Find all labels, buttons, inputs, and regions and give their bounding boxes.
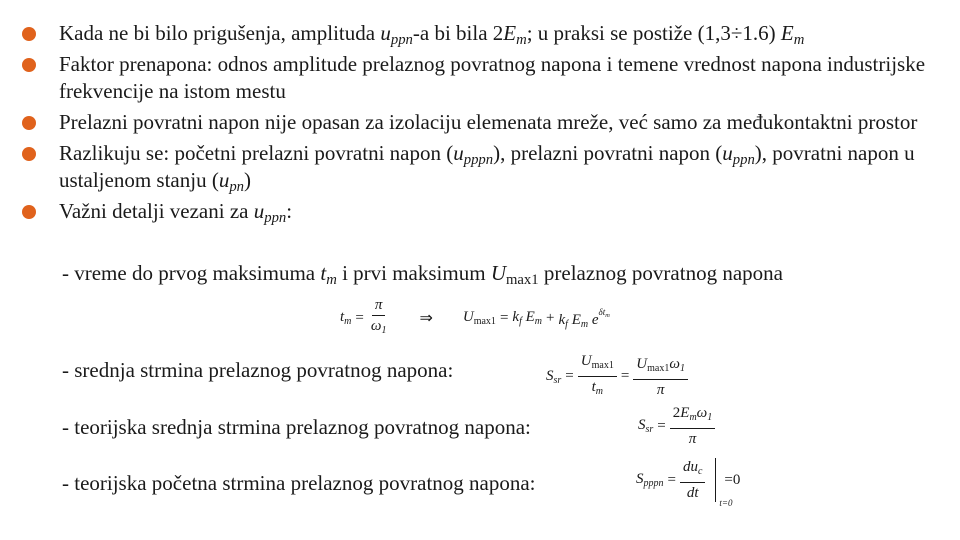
bullet-list [22, 20, 942, 225]
label-theoretical-mean-steepness: - teorijska srednja strmina prelaznog povratnog napona: [62, 415, 531, 439]
bullet-dot-icon [22, 147, 36, 161]
sub-item-first-maximum: - vreme do prvog maksimuma $t_m$ i prvi maksimum $U_{max1}$ prelaznog povratnog napona [62, 261, 783, 289]
bullet-overvoltage-factor: Faktor prenapona: odnos amplitude prelaznog povratnog napona i temene vrednost napona industrijske frekvencije na istom mestu [22, 51, 942, 105]
formula-mean-steepness: $S_{sr}$ = $\frac{U_{max1}}{t_m}$ = $\frac{U_{max1}\omega_1}{\pi}$ [546, 352, 688, 401]
bullet-amplitude: Kada ne bi bilo prigušenja, amplituda $u_{ppn}-a$ bi bila $2E_m$; u praksi se postiže (1,3÷1.6) $E_m$ [22, 20, 942, 47]
bullet-voltage-types: Razlikuju se: početni prelazni povratni napon $(u_{pppn})$, prelazni povratni napon $(u_{ppn})$, povratni napon u ustaljenom stanju $(u_{pn})$ [22, 140, 942, 194]
bullet-important-details: Važni detalji vezani za $u_{ppn}$: [22, 198, 942, 225]
bullet-dot-icon [22, 58, 36, 72]
bullet-insulation: Prelazni povratni napon nije opasan za izolaciju elemenata mreže, već samo za međukontaktni prostor [22, 109, 942, 136]
formula-theoretical-initial-steepness: $S_{pppn}$ = $\frac{du_c}{dt}$ t=0 =0 [636, 459, 741, 508]
formula-first-maximum: $t_m$ = $\frac{\pi}{\omega_1}$ ⇒ $U_{max1}$ = $k_f$ $E_m$ + $k_f$ $E_m$ $e^{\delta t_m}$ [340, 297, 610, 336]
label-theoretical-initial-steepness: - teorijska početna strmina prelaznog povratnog napona: [62, 471, 536, 495]
label-mean-steepness: - srednja strmina prelaznog povratnog napona: [62, 358, 454, 382]
bullet-dot-icon [22, 205, 36, 219]
bullet-dot-icon [22, 27, 36, 41]
formula-theoretical-mean-steepness: $S_{sr}$ = $\frac{2E_m\omega_1}{\pi}$ [638, 404, 715, 448]
bullet-dot-icon [22, 116, 36, 130]
